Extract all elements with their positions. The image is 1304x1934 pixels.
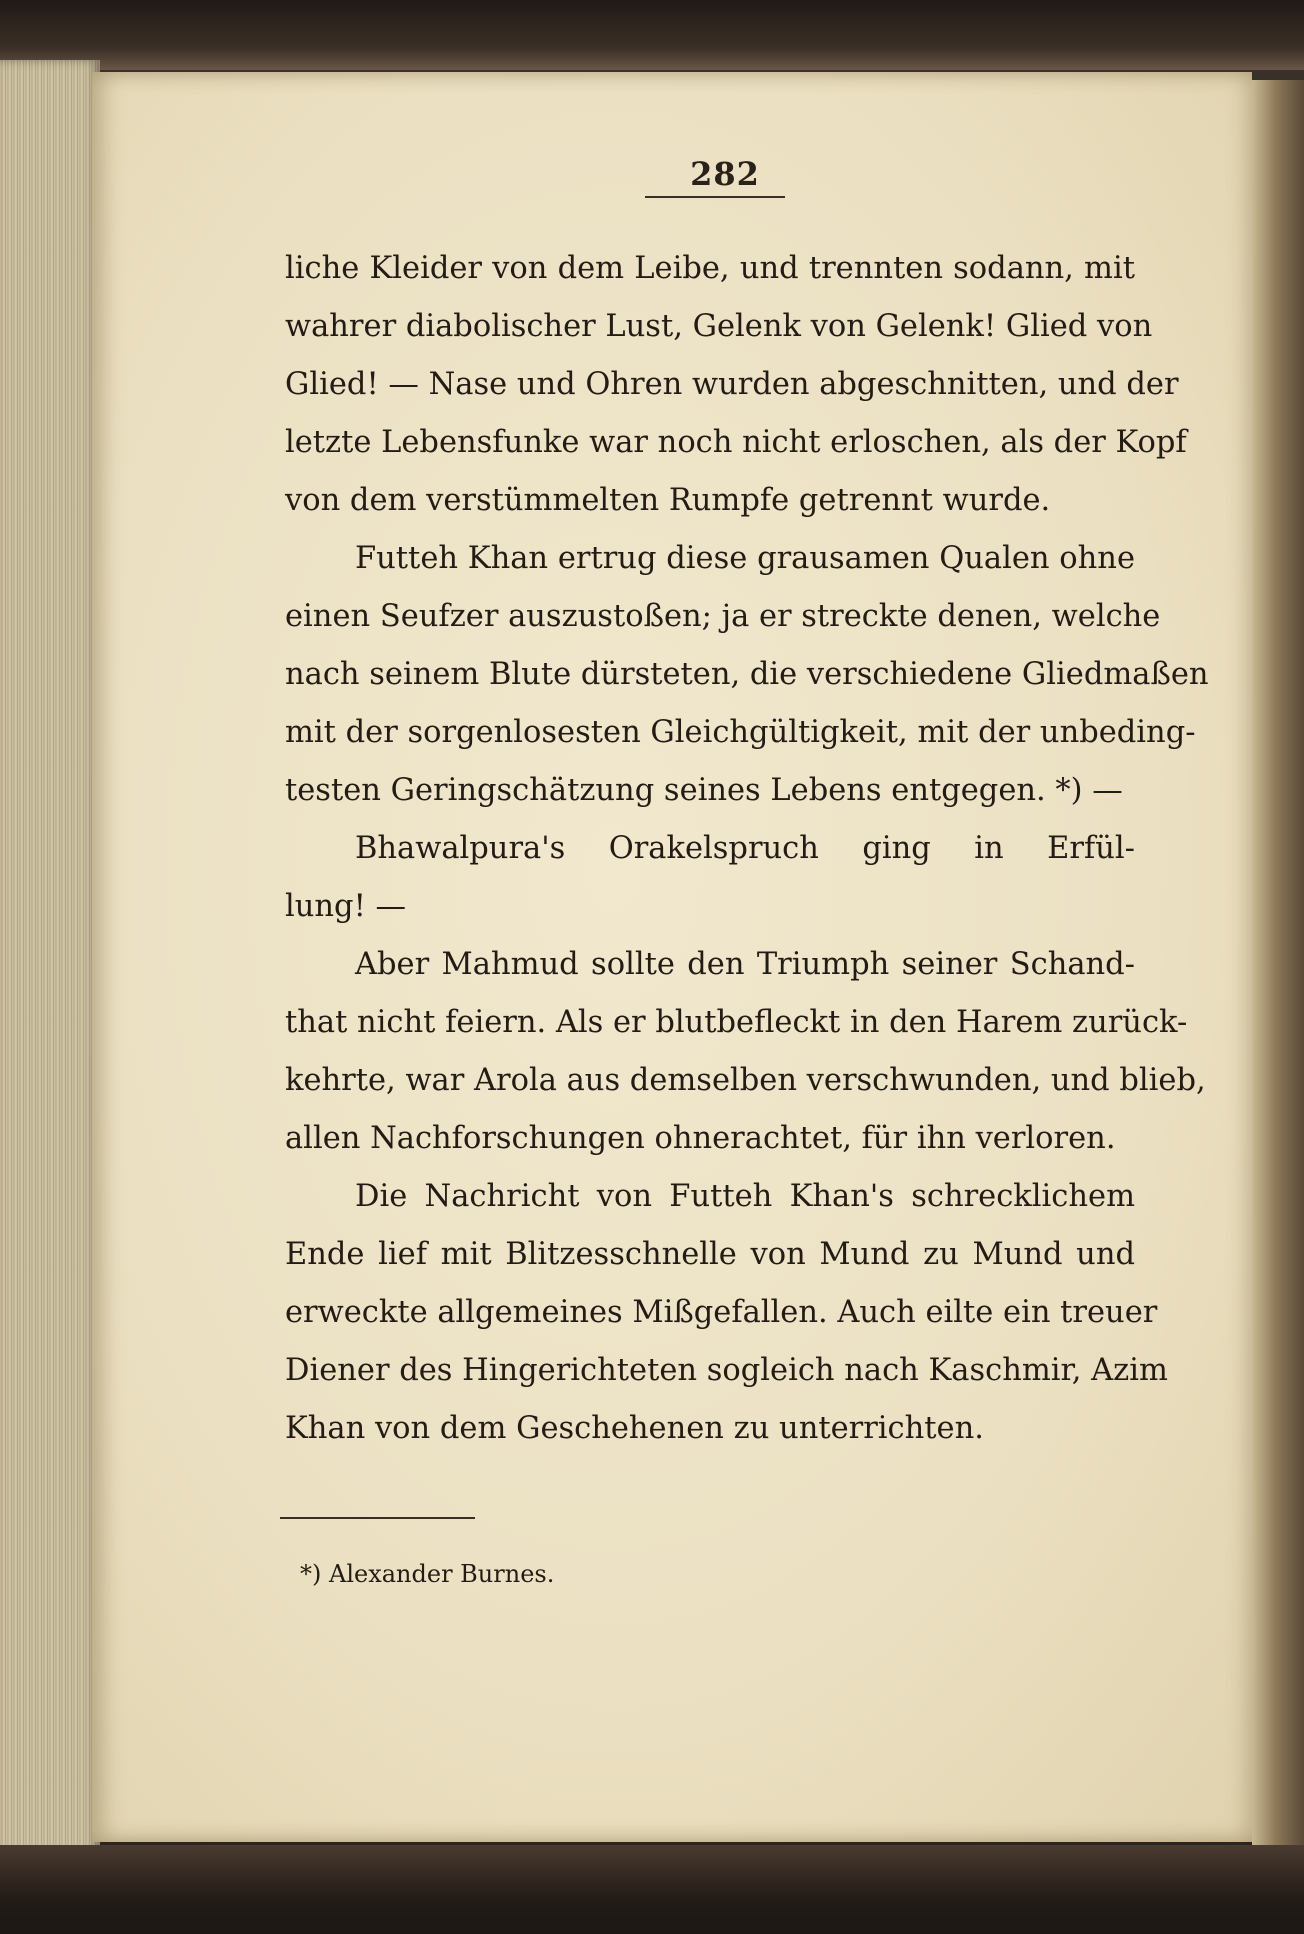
- text-line: Diener des Hingerichteten sogleich nach Kaschmir, Azim: [285, 1353, 1168, 1388]
- text-line: that nicht feiern. Als er blutbefleckt in den Harem zurück-: [285, 1005, 1188, 1040]
- text-line: Die Nachricht von Futteh Khan's schrecklichem: [355, 1179, 1135, 1214]
- text-line: einen Seufzer auszustoßen; ja er streckte denen, welche: [285, 599, 1161, 634]
- page-stack-edge: [0, 60, 100, 1860]
- text-line: testen Geringschätzung seines Lebens entgegen. *) —: [285, 773, 1123, 808]
- text-line: erweckte allgemeines Mißgefallen. Auch eilte ein treuer: [285, 1295, 1158, 1330]
- text-line: Khan von dem Geschehenen zu unterrichten.: [285, 1411, 984, 1446]
- text-line: von dem verstümmelten Rumpfe getrennt wurde.: [285, 483, 1051, 518]
- text-line: nach seinem Blute dürsteten, die verschiedene Gliedmaßen: [285, 657, 1209, 692]
- body-text: [285, 240, 1209, 1458]
- footnote: *) Alexander Burnes.: [300, 1560, 555, 1588]
- text-line: Aber Mahmud sollte den Triumph seiner Schand-: [355, 947, 1135, 982]
- text-line: lung! —: [285, 889, 407, 924]
- text-line: Glied! — Nase und Ohren wurden abgeschnitten, und der: [285, 367, 1179, 402]
- facing-page-edge: [1252, 80, 1304, 1850]
- text-line: allen Nachforschungen ohnerachtet, für ihn verloren.: [285, 1121, 1116, 1156]
- text-line: Ende lief mit Blitzesschnelle von Mund zu Mund und: [285, 1237, 1135, 1272]
- text-line: letzte Lebensfunke war noch nicht erloschen, als der Kopf: [285, 425, 1187, 460]
- text-line: Bhawalpura's Orakelspruch ging in Erfül-: [355, 831, 1135, 866]
- footnote-rule: [280, 1517, 475, 1519]
- header-rule: [645, 196, 785, 198]
- text-line: Futteh Khan ertrug diese grausamen Qualen ohne: [355, 541, 1135, 576]
- text-line: kehrte, war Arola aus demselben verschwunden, und blieb,: [285, 1063, 1206, 1098]
- text-line: wahrer diabolischer Lust, Gelenk von Gelenk! Glied von: [285, 309, 1153, 344]
- page-number: 282: [690, 155, 760, 193]
- text-line: mit der sorgenlosesten Gleichgültigkeit, mit der unbeding-: [285, 715, 1196, 750]
- book-cover-bottom: [0, 1845, 1304, 1934]
- text-line: liche Kleider von dem Leibe, und trennten sodann, mit: [285, 251, 1135, 286]
- book-cover-top: [0, 0, 1304, 70]
